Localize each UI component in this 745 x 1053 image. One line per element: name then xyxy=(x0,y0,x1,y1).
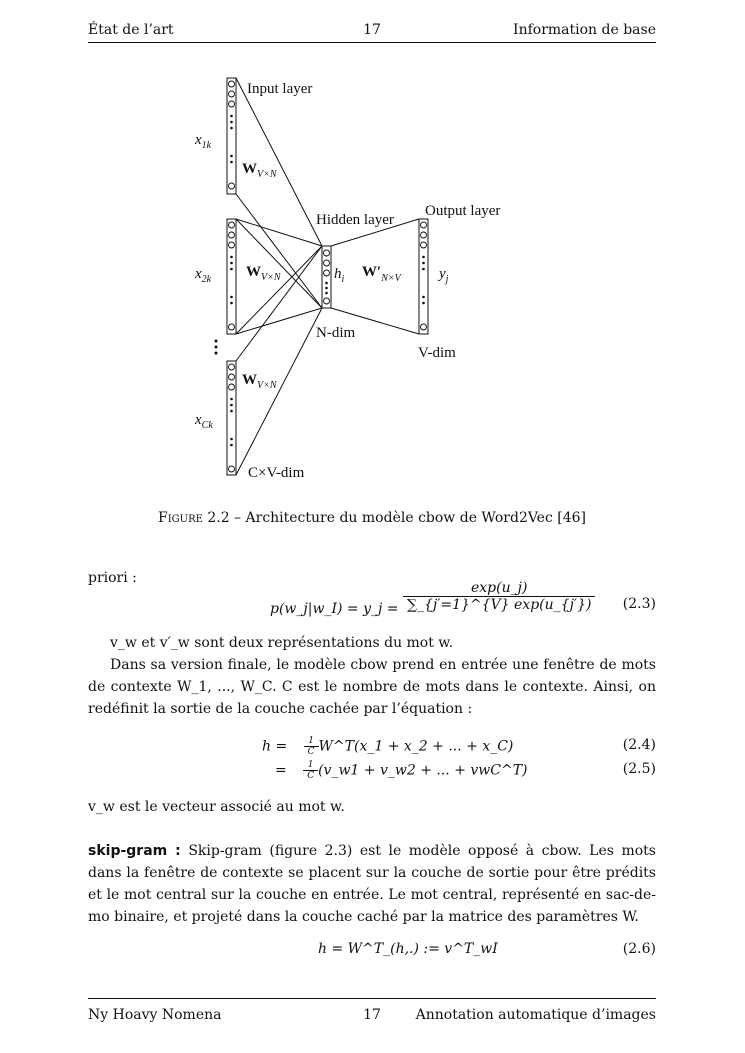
equation-2-4 xyxy=(262,736,513,757)
eq23-numerator: exp(u_j) xyxy=(403,580,596,597)
n-dim-label: N-dim xyxy=(316,325,356,341)
page-footer xyxy=(88,998,656,1027)
eq23-denominator: ∑_{j′=1}^{V} exp(u_{j′}) xyxy=(406,597,592,613)
v-dim-label: V-dim xyxy=(418,345,456,361)
header-section: Information de base xyxy=(513,22,656,38)
eq23-fraction xyxy=(403,580,596,613)
xck-label: $x_{Ck}$ xyxy=(195,412,213,431)
footer-author: Ny Hoavy Nomena xyxy=(88,1007,222,1023)
eq23-lhs: p(w_j|w_I) = y_j = xyxy=(270,600,399,617)
eq25-rhs: (v_w1 + v_w2 + ... + vwC^T) xyxy=(318,762,528,779)
eq25-fraction: $\frac{1}{C}$ xyxy=(303,760,318,781)
cv-dim-label: C×V-dim xyxy=(248,465,305,481)
paragraph-cbow-final: Dans sa version finale, le modèle cbow prend en entrée une fenêtre de mots de contexte W_1, ..., W_C. C est le nombre de mots dans le contexte. Ainsi, on redéfinit la sortie de la couche cachée par l’équation : xyxy=(88,657,656,717)
vw-representations-line: v_w et v′_w sont deux représentations du mot w. xyxy=(110,635,454,651)
figure-caption xyxy=(88,510,656,526)
header-page-number: 17 xyxy=(363,22,381,38)
vw-associated-line: v_w est le vecteur associé au mot w. xyxy=(88,799,345,815)
eq24-lhs: h = xyxy=(262,738,288,755)
x2k-label: $x_{2k}$ xyxy=(195,266,212,285)
equation-2-3 xyxy=(270,580,595,617)
figure-caption-text: – Architecture du modèle cbow de Word2Vec [46] xyxy=(229,510,586,526)
eq25-lhs: = xyxy=(275,762,287,779)
page-header xyxy=(88,22,656,43)
skip-gram-title: skip-gram : xyxy=(88,843,181,859)
footer-title: Annotation automatique d’images xyxy=(415,1007,656,1023)
cbow-architecture-figure xyxy=(180,72,540,492)
hidden-layer-box xyxy=(322,246,331,308)
skip-gram-text: Skip-gram (figure 2.3) est le modèle opposé à cbow. Les mots dans la fenêtre de contexte se placent sur la couche de sortie pour être prédits et le mot central sur la couche en entrée. Le mot central, représenté en sac-de-mo binaire, et projeté dans la couche caché par la matrice des paramètres W. xyxy=(88,843,656,925)
weight-matrix-label-1: $W_{V\times N}$ xyxy=(242,161,277,180)
eq25-number: (2.5) xyxy=(622,761,656,777)
weight-matrix-label-c: $W_{V\times N}$ xyxy=(242,372,277,391)
priori-text: priori : xyxy=(88,570,137,586)
hidden-layer-label: Hidden layer xyxy=(316,212,394,228)
eq24-number: (2.4) xyxy=(622,737,656,753)
output-weight-matrix-label: $W'_{N\times V}$ xyxy=(362,264,401,284)
weight-matrix-label-2: $W_{V\times N}$ xyxy=(246,264,281,283)
eq26-number: (2.6) xyxy=(622,941,656,957)
output-layer-label: Output layer xyxy=(425,203,501,219)
equation-2-5 xyxy=(275,760,528,781)
x1k-label: $x_{1k}$ xyxy=(195,132,212,151)
eq24-rhs: W^T(x_1 + x_2 + ... + x_C) xyxy=(318,738,514,755)
paragraph-skip-gram xyxy=(88,840,656,928)
eq23-number: (2.3) xyxy=(622,596,656,612)
input-layer-label: Input layer xyxy=(247,81,313,97)
header-chapter: État de l’art xyxy=(88,22,174,38)
output-y-label: $y_j$ xyxy=(439,266,449,285)
eq24-fraction: $\frac{1}{C}$ xyxy=(304,736,319,757)
figure-caption-label: Figure 2.2 xyxy=(157,510,230,526)
hidden-activation-label: $h_i$ xyxy=(334,266,345,285)
equation-2-6: h = W^T_(h,.) := v^T_wI xyxy=(318,941,498,957)
footer-page-number: 17 xyxy=(363,1007,381,1023)
